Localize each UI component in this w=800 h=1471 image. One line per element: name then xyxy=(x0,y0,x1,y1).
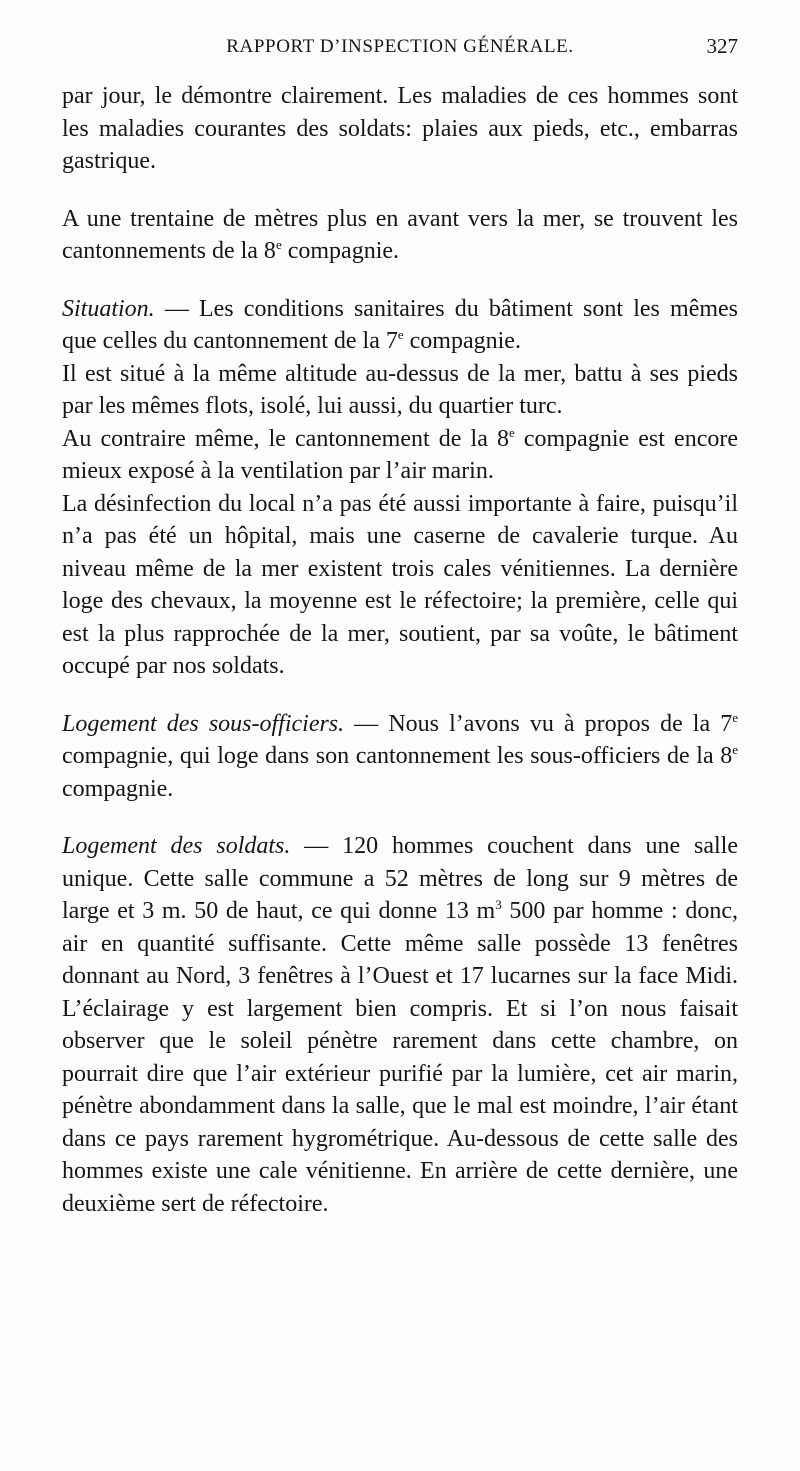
paragraph-text: — 120 hommes couchent dans une salle unique. Cette salle commune a 52 mètres de long sur 9 mètres de large et 3 m. 50 de haut, ce qui donne 13 m xyxy=(62,833,738,924)
exponent-superscript: 3 xyxy=(495,897,502,912)
paragraph-text: par jour, le démontre clairement. Les maladies de ces hommes sont les maladies courantes des soldats: plaies aux pieds, etc., embarras gastrique. xyxy=(62,83,738,174)
paragraph-soldats xyxy=(62,830,738,1220)
paragraph-text: Il est situé à la même altitude au-dessus de la mer, battu à ses pieds par les mêmes flots, isolé, lui aussi, du quartier turc. xyxy=(62,360,738,419)
paragraph-altitude xyxy=(62,358,738,423)
paragraph-ventilation xyxy=(62,423,738,488)
body-text xyxy=(62,80,738,1220)
paragraph-text: compagnie est encore mieux exposé à la ventilation par l’air marin. xyxy=(62,425,738,484)
paragraph-text: 500 par homme : donc, air en quantité suffisante. Cette même salle possède 13 fenêtres donnant au Nord, 3 fenêtres à l’Ouest et 17 lucarnes sur la face Midi. L’éclairage y est largement bien compris. Et si l’on nous faisait observer que le soleil pénètre rarement dans cette chambre, on pourrait dire que l’air extérieur purifié par la lumière, cet air marin, pénètre abondamment dans la salle, que le mal est moindre, l’air étant dans ce pays rarement hygrométrique. Au-dessous de cette salle des hommes existe une cale vénitienne. En arrière de cette dernière, une deuxième sert de réfectoire. xyxy=(62,898,738,1217)
paragraph-text: La désinfection du local n’a pas été aussi importante à faire, puisqu’il n’a pas été un hôpital, mais une caserne de cavalerie turque. Au niveau même de la mer existent trois cales vénitiennes. La dernière loge des chevaux, la moyenne est le réfectoire; la première, celle qui est la plus rapprochée de la mer, soutient, par sa voûte, le bâtiment occupé par nos soldats. xyxy=(62,490,738,679)
section-caption-sous-officiers: Logement des sous-officiers. xyxy=(62,710,345,737)
paragraph-8e-compagnie xyxy=(62,203,738,268)
ordinal-superscript: e xyxy=(732,709,738,725)
ordinal-superscript: e xyxy=(397,327,404,342)
paragraph-text: A une trentaine de mètres plus en avant vers la mer, se trouvent les cantonnements de la 8 xyxy=(62,205,738,264)
paragraph-text: compagnie, qui loge dans son cantonnement les sous-officiers de la 8 xyxy=(62,743,733,769)
ordinal-superscript: e xyxy=(732,742,738,757)
paragraph-text: — Les conditions sanitaires du bâtiment sont les mêmes que celles du cantonnement de la 7 xyxy=(62,295,738,354)
ordinal-superscript: e xyxy=(275,237,282,252)
paragraph-text: compagnie. xyxy=(281,238,400,264)
running-title: RAPPORT D’INSPECTION GÉNÉRALE. xyxy=(226,36,574,57)
paragraph-desinfection xyxy=(62,488,738,683)
paragraph-sous-officiers xyxy=(62,708,738,806)
section-caption-soldats: Logement des soldats. xyxy=(62,833,291,859)
section-caption-situation: Situation. xyxy=(62,295,155,322)
paragraph-situation xyxy=(62,293,738,358)
page-header xyxy=(62,34,738,64)
paragraph-text: compagnie. xyxy=(403,328,521,354)
paragraph-text: Au contraire même, le cantonnement de la 8 xyxy=(62,425,509,452)
paragraph-text: compagnie. xyxy=(62,775,174,802)
ordinal-superscript: e xyxy=(508,424,515,440)
paragraph-continuation xyxy=(62,80,738,178)
page-number: 327 xyxy=(706,34,738,58)
paragraph-text: — Nous l’avons vu à propos de la 7 xyxy=(344,710,733,737)
